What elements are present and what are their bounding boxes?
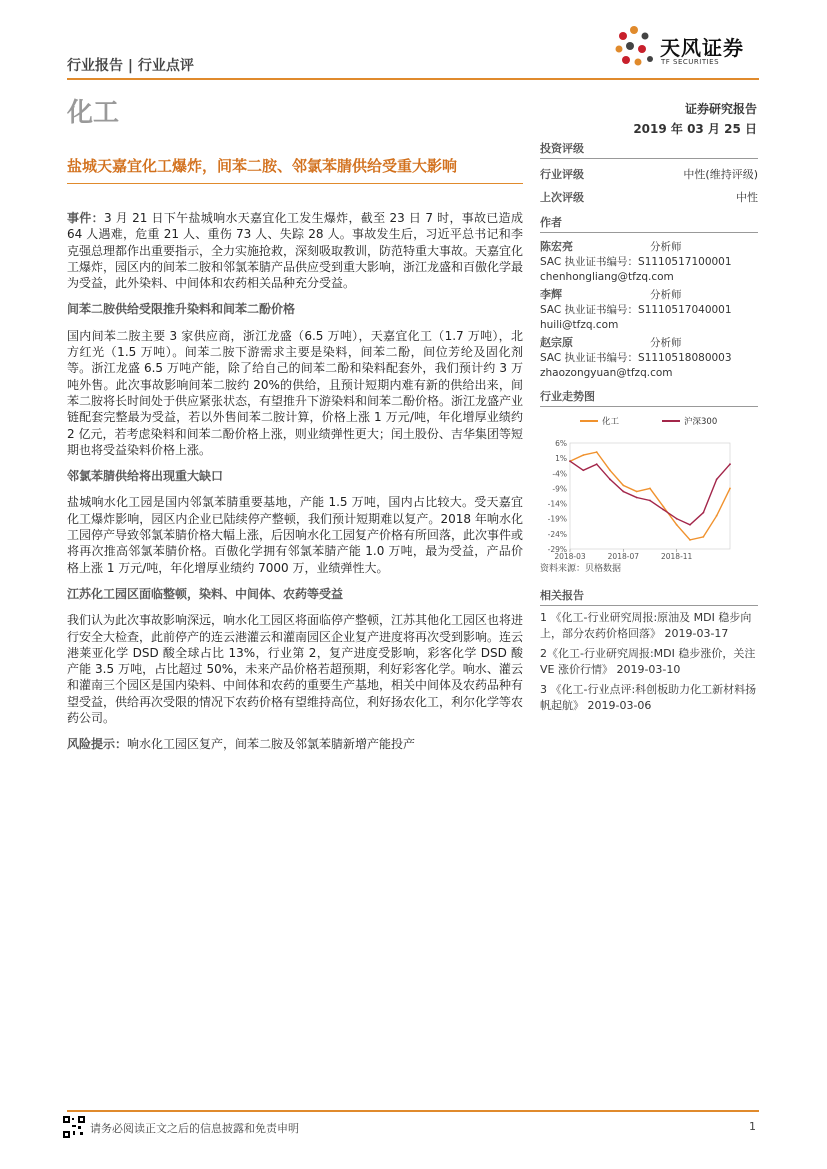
event-lead: 事件： bbox=[67, 211, 104, 225]
industry-rating-row bbox=[540, 166, 758, 182]
data-point bbox=[622, 485, 624, 487]
related-item[interactable]: 1 《化工-行业研究周报:原油及 MDI 稳步向上，部分农药价格回落》 2019-03-17 bbox=[540, 611, 752, 640]
data-point bbox=[716, 515, 718, 517]
related-rule bbox=[540, 605, 758, 606]
legend-label: 化工 bbox=[602, 417, 620, 427]
sector-title: 化工 bbox=[67, 98, 120, 128]
data-point bbox=[636, 497, 638, 499]
section-heading-1: 间苯二胺供给受限推升染料和间苯二酚价格 bbox=[67, 302, 296, 317]
data-point bbox=[729, 463, 731, 465]
related-list bbox=[540, 610, 758, 714]
author-name: 陈宏亮 bbox=[540, 240, 573, 253]
author-name: 李辉 bbox=[540, 288, 562, 301]
rating-title: 投资评级 bbox=[540, 142, 584, 155]
data-point bbox=[689, 524, 691, 526]
related-box bbox=[540, 587, 758, 718]
author-email[interactable]: chenhongliang@tfzq.com bbox=[540, 271, 674, 283]
prev-rating-label: 上次评级 bbox=[540, 191, 584, 204]
y-tick-label: -9% bbox=[552, 484, 567, 494]
series-line bbox=[570, 461, 730, 525]
legend-label: 沪深300 bbox=[684, 417, 718, 427]
trend-source: 资料来源：贝格数据 bbox=[540, 564, 622, 574]
data-point bbox=[622, 491, 624, 493]
x-tick-label: 2018-07 bbox=[607, 552, 640, 559]
industry-rating-value: 中性(维持评级) bbox=[683, 168, 758, 181]
rating-box bbox=[540, 140, 758, 205]
header-rule bbox=[67, 78, 759, 80]
data-point bbox=[676, 518, 678, 520]
industry-rating-label: 行业评级 bbox=[540, 168, 584, 181]
page-number: 1 bbox=[749, 1120, 756, 1133]
trend-box bbox=[540, 388, 758, 574]
y-tick-label: -19% bbox=[547, 514, 567, 524]
report-type: 证券研究报告 bbox=[684, 102, 757, 116]
footer-disclaimer: 请务必阅读正文之后的信息披露和免责申明 bbox=[90, 1122, 299, 1135]
data-point bbox=[582, 469, 584, 471]
data-point bbox=[702, 512, 704, 514]
event-paragraph bbox=[67, 210, 523, 291]
author-role: 分析师 bbox=[650, 241, 682, 253]
section-heading-2: 邻氯苯腈供给将出现重大缺口 bbox=[67, 469, 224, 484]
data-point bbox=[582, 454, 584, 456]
author-email[interactable]: huili@tfzq.com bbox=[540, 319, 619, 331]
x-tick-label: 2018-11 bbox=[660, 552, 693, 559]
data-point bbox=[649, 500, 651, 502]
headline: 盐城天嘉宜化工爆炸，间苯二胺、邻氯苯腈供给受重大影响 bbox=[67, 157, 458, 175]
author-role: 分析师 bbox=[650, 289, 682, 301]
report-category: 行业报告 | 行业点评 bbox=[67, 58, 194, 74]
author-sac: SAC 执业证书编号：S1110517040001 bbox=[540, 304, 732, 316]
report-date: 2019 年 03 月 25 日 bbox=[633, 122, 757, 136]
data-point bbox=[689, 539, 691, 541]
main-body bbox=[67, 210, 523, 761]
risk-text: 响水化工园区复产，间苯二胺及邻氯苯腈新增产能投产 bbox=[127, 737, 416, 752]
y-tick-label: -4% bbox=[552, 469, 567, 479]
data-point bbox=[716, 478, 718, 480]
trend-title: 行业走势图 bbox=[540, 390, 595, 403]
section-text-3: 我们认为此次事故影响深远，响水化工园区将面临停产整顿，江苏其他化工园区也将进行安全大检查，此前停产的连云港灌云和灌南园区企业复产进度将再次受到影响。连云港莱亚化学 DSD 酸全球占比 13%，行业第 2，复产进度受影响，彩客化学 DSD 酸产能 3.5 万吨，占比超过 50%，未来产品价格若超预期，利好彩客化学。响水、灌云和灌南三个园区是国内染料、中间体和农药的重要生产基地，相关中间体及农药品种有望受益，供给再次受限的情况下农药价格有望维持高位，利好扬农化工，利尔化学等农药公司。 bbox=[67, 613, 524, 726]
data-point bbox=[569, 460, 571, 462]
author-name: 赵宗原 bbox=[540, 336, 573, 349]
y-tick-label: 1% bbox=[555, 454, 567, 464]
data-point bbox=[609, 469, 611, 471]
trend-rule bbox=[540, 406, 758, 407]
company-logo bbox=[612, 22, 762, 74]
author-sac: SAC 执业证书编号：S1110517100001 bbox=[540, 256, 732, 268]
y-tick-label: -29% bbox=[547, 545, 567, 554]
data-point bbox=[596, 451, 598, 453]
company-name-en: TF SECURITIES bbox=[661, 58, 720, 66]
data-point bbox=[596, 463, 598, 465]
section-text-1: 国内间苯二胺主要 3 家供应商，浙江龙盛（6.5 万吨），天嘉宜化工（1.7 万吨），北方红光（1.5 万吨）。间苯二胺下游需求主要是染料，间苯二酚，间位芳纶及固化剂等。浙江龙盛 6.5 万吨产能，除了给自己的间苯二酚和染料配套外，我们预计约 3 万吨外售。此次事故影响间苯二胺约 20%的供给，且预计短期内难有新的供给出来，间苯二胺将长时间处于供应紧张状态，有望推升下游染料和间苯二酚价格。浙江龙盛产业链配套完整最为受益，若以外售间苯二胺计算，价格上涨 1 万元/吨，年化增厚业绩约 2 亿元，若考虑染料和间苯二酚价格上涨，则业绩弹性更大；闰土股份、吉华集团等短期也将受益染料价格上涨。 bbox=[67, 328, 524, 457]
authors-rule bbox=[540, 232, 758, 233]
headline-rule bbox=[67, 183, 523, 184]
authors-title: 作者 bbox=[540, 216, 562, 229]
trend-chart bbox=[540, 409, 758, 559]
author-entry bbox=[540, 239, 758, 285]
logo-mark-icon bbox=[612, 22, 658, 74]
prev-rating-value: 中性 bbox=[736, 191, 758, 204]
data-point bbox=[676, 524, 678, 526]
authors-box bbox=[540, 214, 758, 381]
qr-code-icon bbox=[63, 1116, 85, 1138]
related-item[interactable]: 3 《化工-行业点评:科创板助力化工新材料扬帆起航》 2019-03-06 bbox=[540, 683, 757, 712]
related-item[interactable]: 2《化工-行业研究周报:MDI 稳步涨价，关注 VE 涨价行情》 2019-03-10 bbox=[540, 647, 756, 676]
y-tick-label: -24% bbox=[547, 529, 567, 539]
x-tick-label: 2018-03 bbox=[554, 552, 586, 559]
y-tick-label: 6% bbox=[555, 439, 567, 448]
data-point bbox=[702, 536, 704, 538]
event-text: 3 月 21 日下午盐城响水天嘉宜化工发生爆炸，截至 23 日 7 时，事故已造成 64 人遇难，危重 21 人、重伤 73 人、失踪 28 人。事故发生后，习近平总书记和李克强总理都作出重要指示，全力实施抢救，深刻吸取教训，防范特重大事故。天嘉宜化工爆炸，园区内的间苯二胺和邻氯苯腈产品供应受到重大影响，浙江龙盛和百傲化学最为受益，此外染料、中间体和农药相关品种充分受益。 bbox=[67, 211, 524, 291]
data-point bbox=[649, 488, 651, 490]
footer-rule bbox=[67, 1110, 759, 1112]
rating-rule bbox=[540, 158, 758, 159]
section-text-2: 盐城响水化工园是国内邻氯苯腈重要基地，产能 1.5 万吨，国内占比较大。受天嘉宜化工爆炸影响，园区内企业已陆续停产整顿，我们预计短期难以复产。2018 年响水化工园停产导致邻氯苯腈价格大幅上涨，后因响水化工园复产价格有所回落，此次事件或将再次推高邻氯苯腈价格。百傲化学拥有邻氯苯腈产能 1.0 万吨，最为受益，产品价格上涨 1 万元/吨，年化增厚业绩约 7000 万，业绩弹性大。 bbox=[67, 495, 524, 575]
company-name-cn: 天风证券 bbox=[660, 36, 744, 60]
author-entry bbox=[540, 335, 758, 381]
author-sac: SAC 执业证书编号：S1110518080003 bbox=[540, 352, 732, 364]
author-role: 分析师 bbox=[650, 337, 682, 349]
data-point bbox=[662, 506, 664, 508]
data-point bbox=[729, 488, 731, 490]
risk-lead: 风险提示： bbox=[67, 737, 128, 752]
related-title: 相关报告 bbox=[540, 589, 584, 602]
y-tick-label: -14% bbox=[547, 499, 567, 509]
data-point bbox=[662, 509, 664, 511]
author-entry bbox=[540, 287, 758, 333]
risk-paragraph bbox=[67, 736, 523, 752]
data-point bbox=[636, 491, 638, 493]
data-point bbox=[609, 478, 611, 480]
author-email[interactable]: zhaozongyuan@tfzq.com bbox=[540, 367, 673, 379]
section-heading-3: 江苏化工园区面临整顿，染料、中间体、农药等受益 bbox=[67, 586, 344, 601]
prev-rating-row bbox=[540, 189, 758, 205]
